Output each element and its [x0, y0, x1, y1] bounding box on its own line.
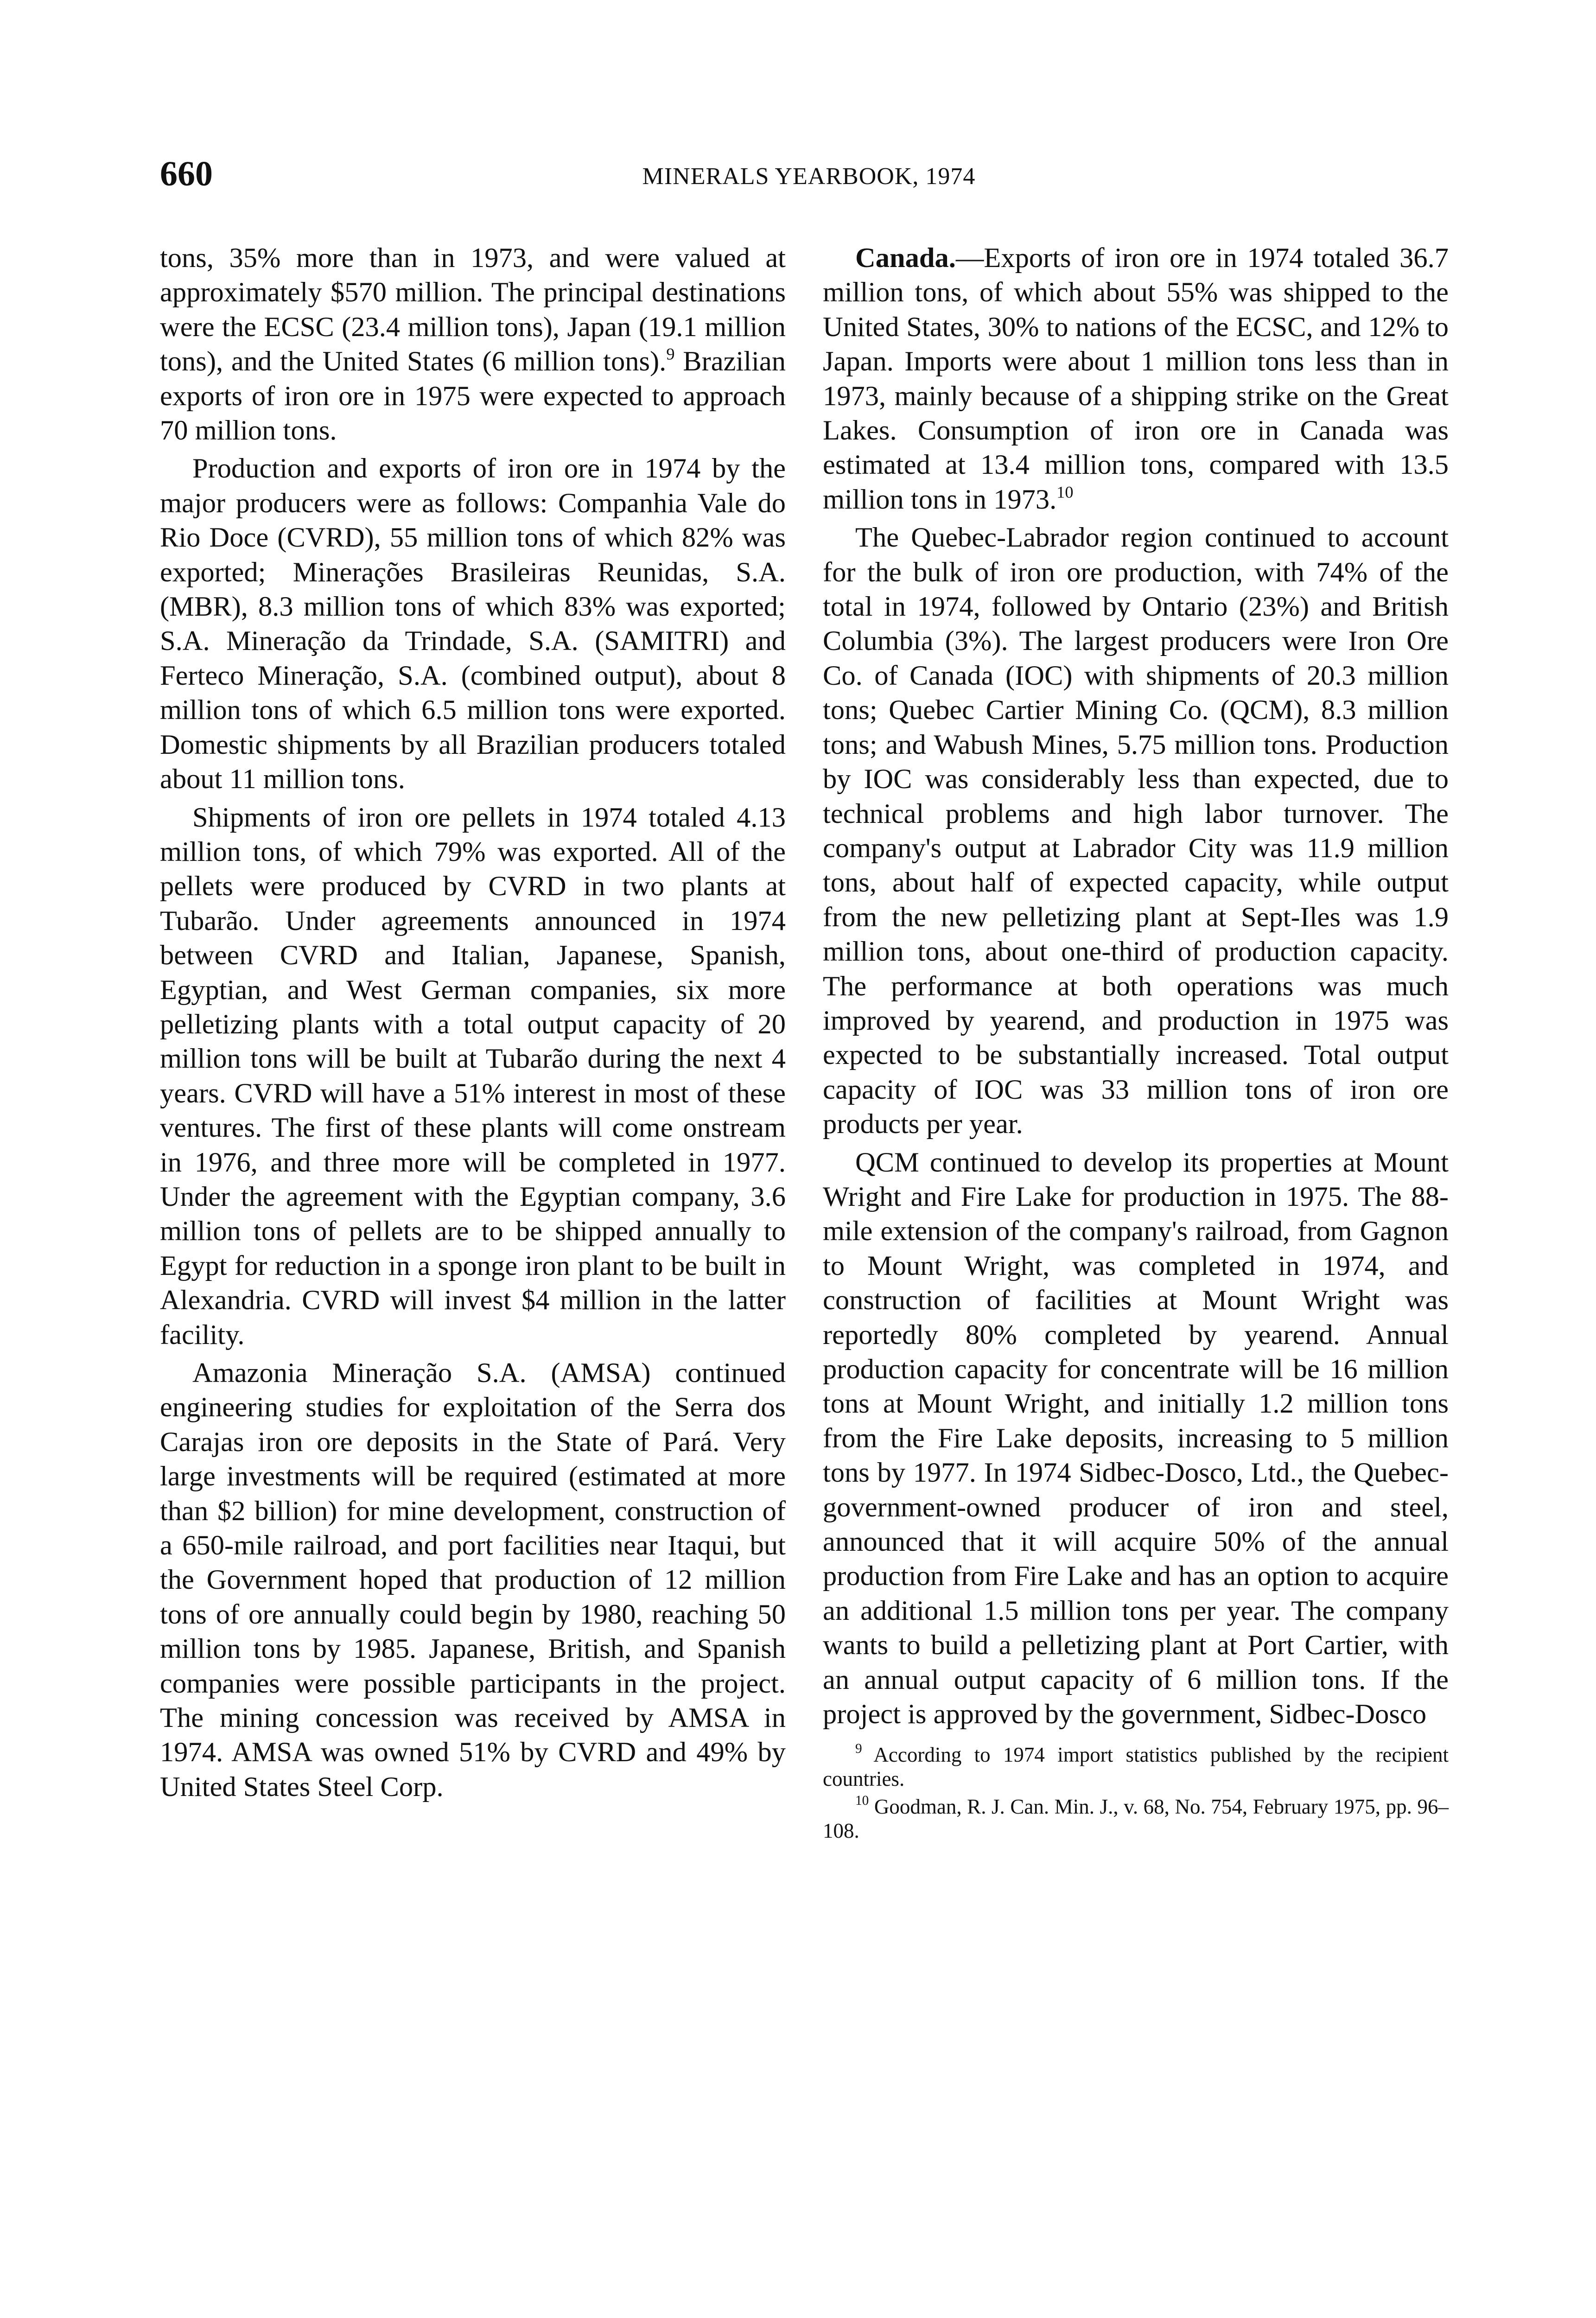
footnote: [823, 1743, 1449, 1791]
running-title: MINERALS YEARBOOK, 1974: [642, 163, 976, 190]
paragraph: QCM continued to develop its properties at Mount Wright and Fire Lake for production in 1975. The 88-mile extension of the company's railroad, from Gagnon to Mount Wright, was completed in 1974, and construction of facilities at Mount Wright was reportedly 80% completed by yearend. Annual production capacity for concentrate will be 16 million tons at Mount Wright, and initially 1.2 million tons from the Fire Lake deposits, increasing to 5 million tons by 1977. In 1974 Sidbec-Dosco, Ltd., the Quebec-government-owned producer of iron and steel, announced that it will acquire 50% of the annual production from Fire Lake and has an option to acquire an additional 1.5 million tons per year. The company wants to build a pelletizing plant at Port Cartier, with an annual output capacity of 6 million tons. If the project is approved by the government, Sidbec-Dosco: [823, 1146, 1449, 1730]
paragraph: Amazonia Mineração S.A. (AMSA) continued engineering studies for exploitation of the Serra dos Carajas iron ore deposits in the State of Pará. Very large investments will be required (estimated at more than $2 billion) for mine development, construction of a 650-mile railroad, and port facilities near Itaqui, but the Government hoped that production of 12 million tons of ore annually could begin by 1980, reaching 50 million tons by 1985. Japanese, British, and Spanish companies were possible participants in the project. The mining concession was received by AMSA in 1974. AMSA was owned 51% by CVRD and 49% by United States Steel Corp.: [160, 1357, 786, 1802]
right-column: [823, 241, 1449, 1847]
footnote: [823, 1795, 1449, 1843]
paragraph: The Quebec-Labrador region continued to account for the bulk of iron ore production, with 74% of the total in 1974, followed by Ontario (23%) and British Columbia (3%). The largest producers were Iron Ore Co. of Canada (IOC) with shipments of 20.3 million tons; Quebec Cartier Mining Co. (QCM), 8.3 million tons; and Wabush Mines, 5.75 million tons. Production by IOC was considerably less than expected, due to technical problems and high labor turnover. The company's output at Labrador City was 11.9 million tons, about half of expected capacity, while output from the new pelletizing plant at Sept-Iles was 1.9 million tons, about one-third of production capacity. The performance at both operations was much improved by yearend, and production in 1975 was expected to be substantially increased. Total output capacity of IOC was 33 million tons of iron ore products per year.: [823, 522, 1449, 1140]
paragraph: [823, 241, 1449, 517]
footnote-ref: 10: [1056, 483, 1074, 502]
paragraph-text: tons, 35% more than in 1973, and were valued at approximately $570 million. The principal destinations were the ECSC (23.4 million tons), Japan (19.1 million tons), and the United States (6 million tons).: [160, 242, 786, 377]
paragraph: Shipments of iron ore pellets in 1974 totaled 4.13 million tons, of which 79% was exported. All of the pellets were produced by CVRD in two plants at Tubarão. Under agreements announced in 1974 between CVRD and Italian, Japanese, Spanish, Egyptian, and West German companies, six more pelletizing plants with a total output capacity of 20 million tons will be built at Tubarão during the next 4 years. CVRD will have a 51% interest in most of these ventures. The first of these plants will come onstream in 1976, and three more will be completed in 1977. Under the agreement with the Egyptian company, 3.6 million tons of pellets are to be shipped annually to Egypt for reduction in a sponge iron plant to be built in Alexandria. CVRD will invest $4 million in the latter facility.: [160, 802, 786, 1350]
page-number: 660: [160, 154, 213, 193]
footnote-marker: 10: [855, 1793, 869, 1809]
left-column: [160, 241, 786, 1808]
paragraph: Production and exports of iron ore in 1974 by the major producers were as follows: Companhia Vale do Rio Doce (CVRD), 55 million tons of which 82% was exported; Minerações Brasileiras Reunidas, S.A. (MBR), 8.3 million tons of which 83% was exported; S.A. Mineração da Trindade, S.A. (SAMITRI) and Ferteco Mineração, S.A. (combined output), about 8 million tons of which 6.5 million tons were exported. Domestic shipments by all Brazilian producers totaled about 11 million tons.: [160, 453, 786, 795]
footnote-text: According to 1974 import statistics published by the recipient countries.: [823, 1743, 1449, 1791]
page-header: [160, 153, 1458, 195]
footnote-text: Goodman, R. J. Can. Min. J., v. 68, No. 754, February 1975, pp. 96–108.: [823, 1795, 1449, 1843]
footnote-ref: 9: [666, 344, 675, 363]
footnote-marker: 9: [855, 1741, 862, 1757]
paragraph-text: —Exports of iron ore in 1974 totaled 36.7 million tons, of which about 55% was shipped to the United States, 30% to nations of the ECSC, and 12% to Japan. Imports were about 1 million tons less than in 1973, mainly because of a shipping strike on the Great Lakes. Consumption of iron ore in Canada was estimated at 13.4 million tons, compared with 13.5 million tons in 1973.: [823, 242, 1449, 515]
paragraph-text: Brazilian exports of iron ore in 1975 were expected to approach 70 million tons.: [160, 346, 786, 446]
paragraph: [160, 241, 786, 448]
section-heading: Canada.: [855, 242, 956, 274]
